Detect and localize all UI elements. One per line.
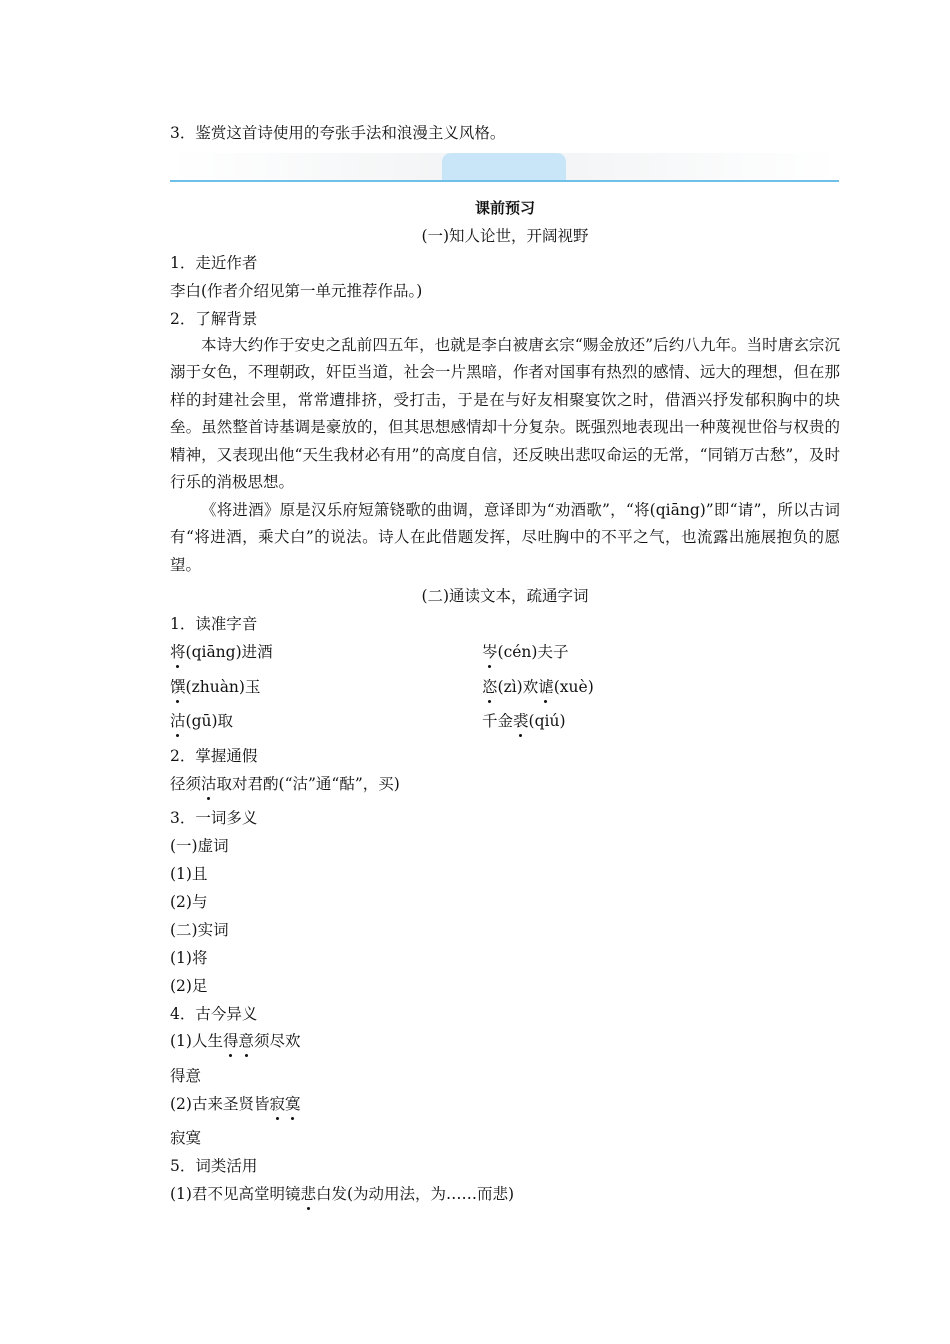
part2-heading: (二)通读文本，疏通字词 (421, 587, 589, 605)
gujin-item-2: (2)古来圣贤皆寂寞 (170, 1095, 301, 1113)
dotted-char: 沽 (201, 775, 217, 793)
banner-divider (170, 180, 839, 182)
dotted-char: 悲 (300, 1185, 316, 1203)
background-paragraph-2: 《将进酒》原是汉乐府短箫铙歌的曲调，意译即为“劝酒歌”，“将(qiāng)”即“请”，所以古词有“将进酒，乘犬白”的说法。诗人在此借题发挥，尽吐胸中的不平之气，也流露出施展抱负的愿望。 (170, 501, 840, 574)
dotted-char: 寞 (284, 1095, 301, 1113)
author-text: 李白(作者介绍见第一单元推荐作品。) (170, 282, 423, 300)
part1-heading: (一)知人论世，开阔视野 (421, 227, 589, 245)
xuci-heading: (一)虚词 (170, 837, 229, 855)
dotted-char: 恣 (482, 678, 498, 696)
dotted-char: 将 (170, 643, 186, 661)
shici-heading: (二)实词 (170, 921, 229, 939)
huoyong-title: 5．词类活用 (170, 1157, 258, 1175)
pronunciation-item: 沽(gū)取 (170, 712, 234, 730)
learning-objective-3: 3．鉴赏这首诗使用的夸张手法和浪漫主义风格。 (170, 124, 506, 142)
duoyi-title: 3．一词多义 (170, 809, 258, 827)
shici-item-2: (2)足 (170, 977, 208, 995)
dotted-char: 意 (238, 1032, 254, 1050)
gujin-item-1: (1)人生得意须尽欢 (170, 1032, 301, 1050)
pronunciation-item: 千金裘(qiú) (482, 712, 566, 730)
dotted-char: 谑 (538, 678, 554, 696)
shici-item-1: (1)将 (170, 949, 208, 967)
tongjia-item: 径须沽取对君酌(“沽”通“酤”，买) (170, 775, 400, 793)
dotted-char: 寂 (269, 1095, 285, 1113)
pronunciation-item: 馔(zhuàn)玉 (170, 678, 261, 696)
pronunciation-item: 岑(cén)夫子 (482, 643, 569, 661)
background-title: 2．了解背景 (170, 310, 258, 328)
tongjia-title: 2．掌握通假 (170, 747, 258, 765)
banner-tab (442, 153, 566, 181)
gujin-word-2: 寂寞 (170, 1129, 202, 1147)
dotted-char: 沽 (170, 712, 186, 730)
gujin-word-1: 得意 (170, 1067, 202, 1085)
dotted-char: 岑 (482, 643, 498, 661)
pronunciation-item: 将(qiāng)进酒 (170, 643, 273, 661)
author-title: 1．走近作者 (170, 254, 258, 272)
dotted-char: 得 (222, 1032, 239, 1050)
gujin-title: 4．古今异义 (170, 1005, 258, 1023)
dotted-char: 馔 (170, 678, 186, 696)
xuci-item-2: (2)与 (170, 893, 208, 911)
xuci-item-1: (1)且 (170, 865, 208, 883)
pronunciation-title: 1．读准字音 (170, 615, 258, 633)
background-paragraph-1: 本诗大约作于安史之乱前四五年，也就是李白被唐玄宗“赐金放还”后约八九年。当时唐玄宗沉溺于女色，不理朝政，奸臣当道，社会一片黑暗，作者对国事有热烈的感情、远大的理想，但在那样的封建社会里，常常遭排挤，受打击，于是在与好友相聚宴饮之时，借酒兴抒发郁积胸中的块垒。虽然整首诗基调是豪放的，但其思想感情却十分复杂。既强烈地表现出一种蔑视世俗与权贵的精神，又表现出他“天生我材必有用”的高度自信，还反映出悲叹命运的无常，“同销万古愁”，及时行乐的消极思想。 (170, 336, 840, 492)
dotted-char: 裘 (513, 712, 529, 730)
pronunciation-item: 恣(zì)欢谑(xuè) (482, 678, 594, 696)
huoyong-item-1: (1)君不见高堂明镜悲白发(为动用法，为……而悲) (170, 1185, 515, 1203)
section-title: 课前预习 (474, 199, 535, 217)
